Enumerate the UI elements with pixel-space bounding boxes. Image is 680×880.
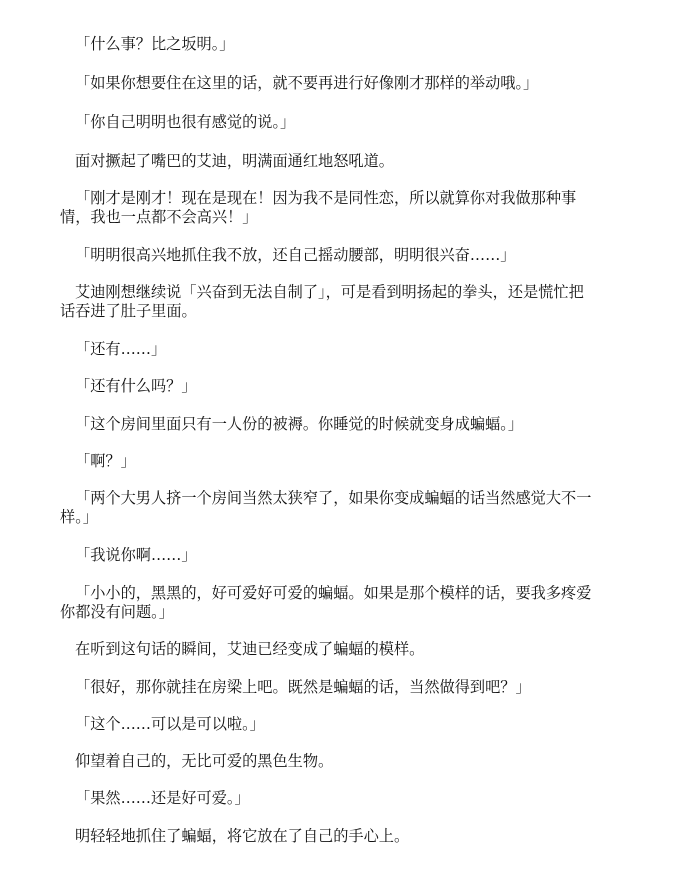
paragraph-5-line-2: 情，我也一点都不会高兴！」 bbox=[60, 208, 258, 226]
paragraph-9: 「还有什么吗？」 bbox=[75, 377, 197, 395]
paragraph-12-line-2: 样。」 bbox=[60, 508, 98, 526]
paragraph-17: 「这个……可以是可以啦。」 bbox=[75, 715, 265, 733]
paragraph-6: 「明明很高兴地抓住我不放，还自己摇动腰部，明明很兴奋……」 bbox=[75, 246, 516, 264]
paragraph-18: 仰望着自己的，无比可爱的黑色生物。 bbox=[75, 752, 334, 770]
paragraph-14-line-1: 「小小的，黑黑的，好可爱好可爱的蝙蝠。如果是那个模样的话，要我多疼爱 bbox=[75, 584, 592, 602]
paragraph-10: 「这个房间里面只有一人份的被褥。你睡觉的时候就变身成蝙蝠。」 bbox=[75, 415, 524, 433]
paragraph-4: 面对撅起了嘴巴的艾迪，明满面通红地怒吼道。 bbox=[75, 152, 394, 170]
paragraph-16: 「很好，那你就挂在房梁上吧。既然是蝙蝠的话，当然做得到吧？」 bbox=[75, 678, 531, 696]
paragraph-8: 「还有……」 bbox=[75, 340, 167, 358]
paragraph-3: 「你自己明明也很有感觉的说。」 bbox=[75, 113, 296, 131]
paragraph-1: 「什么事？比之坂明。」 bbox=[75, 35, 235, 53]
paragraph-14-line-2: 你都没有问题。」 bbox=[60, 603, 174, 621]
paragraph-7-line-1: 艾迪刚想继续说「兴奋到无法自制了」，可是看到明扬起的拳头，还是慌忙把 bbox=[75, 283, 584, 301]
paragraph-15: 在听到这句话的瞬间，艾迪已经变成了蝙蝠的模样。 bbox=[75, 640, 425, 658]
paragraph-11: 「啊？」 bbox=[75, 452, 136, 470]
paragraph-7-line-2: 话吞进了肚子里面。 bbox=[60, 302, 197, 320]
paragraph-19: 「果然……还是好可爱。」 bbox=[75, 789, 250, 807]
paragraph-12-line-1: 「两个大男人挤一个房间当然太狭窄了，如果你变成蝙蝠的话当然感觉大不一 bbox=[75, 489, 592, 507]
paragraph-13: 「我说你啊……」 bbox=[75, 546, 197, 564]
paragraph-2: 「如果你想要住在这里的话，就不要再进行好像刚才那样的举动哦。」 bbox=[75, 74, 539, 92]
paragraph-20: 明轻轻地抓住了蝙蝠，将它放在了自己的手心上。 bbox=[75, 827, 410, 845]
paragraph-5-line-1: 「刚才是刚才！现在是现在！因为我不是同性恋，所以就算你对我做那种事 bbox=[75, 189, 577, 207]
